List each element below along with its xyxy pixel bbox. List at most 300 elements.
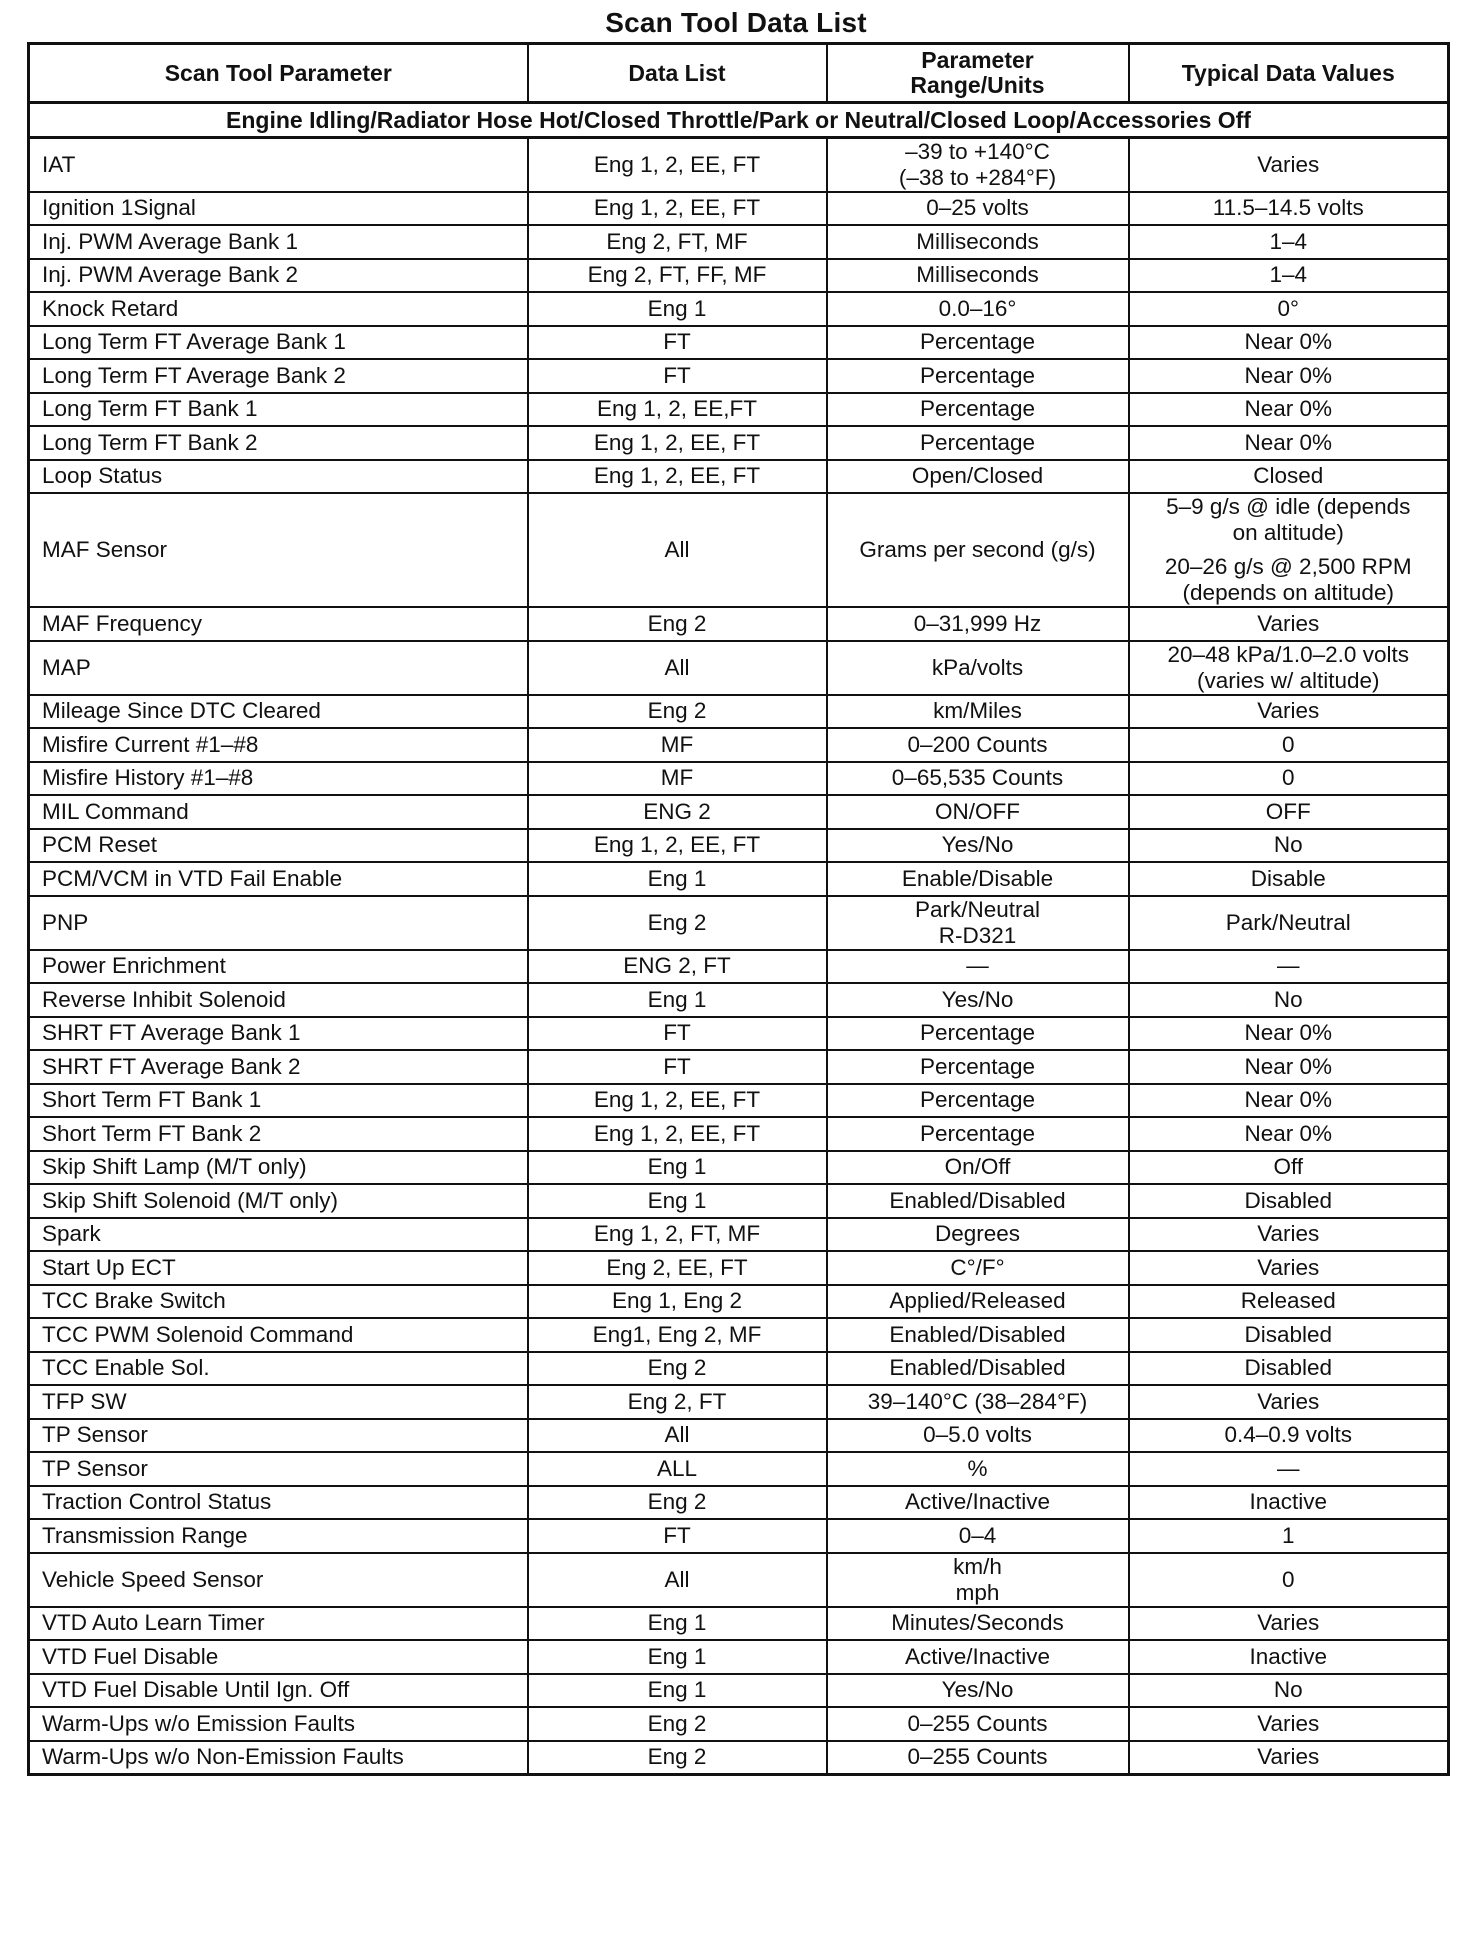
table-row	[29, 795, 1449, 829]
cell-typical-value	[1129, 1352, 1449, 1386]
table-row	[29, 862, 1449, 896]
cell-data-list: All	[528, 1553, 827, 1607]
range-line: Percentage	[919, 1120, 1036, 1146]
cell-parameter: Loop Status	[29, 460, 528, 494]
range-line: 0–5.0 volts	[923, 1422, 1032, 1448]
cell-parameter: PNP	[29, 896, 528, 950]
cell-parameter: Long Term FT Bank 1	[29, 393, 528, 427]
cell-typical-value	[1129, 1486, 1449, 1520]
table-row	[29, 1385, 1449, 1419]
scan-tool-data-table	[27, 42, 1450, 1776]
table-row	[29, 460, 1449, 494]
typical-line: 1–4	[1269, 228, 1308, 254]
table-row	[29, 641, 1449, 695]
cell-typical-value	[1129, 1419, 1449, 1453]
cell-range-units	[827, 359, 1129, 393]
table-row	[29, 1674, 1449, 1708]
cell-typical-value	[1129, 1251, 1449, 1285]
range-line: 0.0–16°	[938, 295, 1017, 321]
typical-line: —	[1277, 1455, 1300, 1481]
document-title: Scan Tool Data List	[605, 7, 867, 38]
table-row	[29, 393, 1449, 427]
table-row	[29, 292, 1449, 326]
cell-range-units	[827, 728, 1129, 762]
cell-parameter: TCC Brake Switch	[29, 1285, 528, 1319]
cell-parameter: Warm-Ups w/o Non-Emission Faults	[29, 1741, 528, 1775]
typical-line: Off	[1273, 1154, 1304, 1180]
cell-range-units	[827, 762, 1129, 796]
cell-range-units	[827, 1419, 1129, 1453]
cell-typical-value	[1129, 896, 1449, 950]
range-line: Yes/No	[941, 1677, 1014, 1703]
cell-range-units	[827, 326, 1129, 360]
typical-line: —	[1277, 953, 1300, 979]
typical-line: 0°	[1277, 295, 1299, 321]
cell-parameter: Skip Shift Lamp (M/T only)	[29, 1151, 528, 1185]
range-line: Enabled/Disabled	[889, 1321, 1066, 1347]
cell-range-units	[827, 493, 1129, 607]
cell-data-list: Eng 2	[528, 695, 827, 729]
cell-range-units	[827, 1486, 1129, 1520]
typical-line: Varies	[1257, 151, 1320, 177]
typical-line: Near 0%	[1244, 329, 1333, 355]
cell-typical-value	[1129, 1707, 1449, 1741]
range-line: Enabled/Disabled	[889, 1187, 1066, 1213]
cell-range-units	[827, 896, 1129, 950]
table-row	[29, 896, 1449, 950]
typical-line: Park/Neutral	[1225, 909, 1351, 935]
cell-typical-value	[1129, 1218, 1449, 1252]
range-line: 0–4	[958, 1522, 997, 1548]
cell-typical-value	[1129, 1385, 1449, 1419]
cell-typical-value	[1129, 1017, 1449, 1051]
typical-line: 1	[1281, 1522, 1295, 1548]
table-row	[29, 728, 1449, 762]
cell-data-list: Eng 1, 2, EE, FT	[528, 829, 827, 863]
cell-parameter: SHRT FT Average Bank 2	[29, 1050, 528, 1084]
cell-typical-value	[1129, 1084, 1449, 1118]
range-line: mph	[955, 1579, 1000, 1605]
cell-data-list: Eng 1, 2, EE, FT	[528, 1084, 827, 1118]
cell-parameter: Ignition 1Signal	[29, 192, 528, 226]
range-line: Percentage	[919, 329, 1036, 355]
typical-line: Near 0%	[1244, 362, 1333, 388]
typical-line: Near 0%	[1244, 1087, 1333, 1113]
cell-parameter: Long Term FT Average Bank 1	[29, 326, 528, 360]
cell-parameter: TCC Enable Sol.	[29, 1352, 528, 1386]
cell-data-list: Eng 2	[528, 607, 827, 641]
cell-typical-value	[1129, 829, 1449, 863]
cell-data-list: Eng 1	[528, 1184, 827, 1218]
typical-line: Varies	[1257, 1221, 1320, 1247]
range-line: km/h	[953, 1553, 1002, 1579]
table-header-row	[29, 44, 1449, 103]
table-row	[29, 192, 1449, 226]
cell-parameter: Misfire History #1–#8	[29, 762, 528, 796]
typical-line: Disabled	[1244, 1187, 1333, 1213]
cell-data-list: FT	[528, 1050, 827, 1084]
cell-parameter: Short Term FT Bank 2	[29, 1117, 528, 1151]
cell-typical-value	[1129, 1285, 1449, 1319]
range-line: Enable/Disable	[901, 865, 1054, 891]
cell-range-units	[827, 862, 1129, 896]
cell-parameter: Knock Retard	[29, 292, 528, 326]
typical-line: 20–48 kPa/1.0–2.0 volts	[1167, 641, 1409, 667]
cell-typical-value	[1129, 393, 1449, 427]
cell-data-list: MF	[528, 762, 827, 796]
cell-typical-value	[1129, 426, 1449, 460]
cell-data-list: ALL	[528, 1452, 827, 1486]
table-row	[29, 359, 1449, 393]
cell-data-list: Eng 1, 2, EE, FT	[528, 137, 827, 192]
cell-range-units	[827, 1117, 1129, 1151]
range-line: Milliseconds	[916, 228, 1039, 254]
table-row	[29, 829, 1449, 863]
range-line: Percentage	[919, 362, 1036, 388]
table-row	[29, 1741, 1449, 1775]
range-line: Yes/No	[941, 832, 1014, 858]
range-line: Park/Neutral	[914, 896, 1041, 922]
range-line: 0–255 Counts	[907, 1744, 1048, 1770]
range-line: 39–140°C (38–284°F)	[867, 1388, 1088, 1414]
table-row	[29, 326, 1449, 360]
cell-typical-value	[1129, 950, 1449, 984]
cell-parameter: Transmission Range	[29, 1519, 528, 1553]
cell-parameter: Long Term FT Average Bank 2	[29, 359, 528, 393]
typical-line: Near 0%	[1244, 1053, 1333, 1079]
cell-range-units	[827, 950, 1129, 984]
table-row	[29, 1452, 1449, 1486]
cell-parameter: Inj. PWM Average Bank 1	[29, 225, 528, 259]
typical-line: Near 0%	[1244, 429, 1333, 455]
cell-range-units	[827, 1674, 1129, 1708]
range-line: (–38 to +284°F)	[898, 164, 1057, 190]
cell-data-list: MF	[528, 728, 827, 762]
typical-line: Varies	[1257, 1610, 1320, 1636]
cell-range-units	[827, 426, 1129, 460]
cell-range-units	[827, 192, 1129, 226]
line-gap	[1136, 546, 1442, 554]
cell-parameter: Mileage Since DTC Cleared	[29, 695, 528, 729]
table-row	[29, 1640, 1449, 1674]
table-row	[29, 1151, 1449, 1185]
typical-line: Closed	[1253, 463, 1324, 489]
cell-data-list: FT	[528, 359, 827, 393]
table-row	[29, 259, 1449, 293]
typical-line: Disabled	[1244, 1355, 1333, 1381]
typical-line: 0	[1281, 731, 1295, 757]
cell-data-list: All	[528, 493, 827, 607]
cell-range-units	[827, 1607, 1129, 1641]
cell-parameter: Vehicle Speed Sensor	[29, 1553, 528, 1607]
table-row	[29, 983, 1449, 1017]
cell-range-units	[827, 1741, 1129, 1775]
cell-range-units	[827, 1385, 1129, 1419]
range-line: 0–255 Counts	[907, 1710, 1048, 1736]
cell-range-units	[827, 829, 1129, 863]
cell-parameter: TP Sensor	[29, 1419, 528, 1453]
cell-data-list: Eng 2	[528, 1352, 827, 1386]
typical-line: Near 0%	[1244, 1120, 1333, 1146]
condition-text: Engine Idling/Radiator Hose Hot/Closed Throttle/Park or Neutral/Closed Loop/Accessories Off	[29, 103, 1449, 138]
table-row	[29, 225, 1449, 259]
range-line: ON/OFF	[935, 798, 1020, 824]
cell-typical-value	[1129, 641, 1449, 695]
cell-data-list: Eng 1, 2, EE,FT	[528, 393, 827, 427]
cell-range-units	[827, 1184, 1129, 1218]
cell-range-units	[827, 1218, 1129, 1252]
table-row	[29, 1486, 1449, 1520]
cell-parameter: Misfire Current #1–#8	[29, 728, 528, 762]
typical-line: Inactive	[1249, 1489, 1328, 1515]
cell-range-units	[827, 695, 1129, 729]
cell-data-list: Eng 2, FT, FF, MF	[528, 259, 827, 293]
cell-typical-value	[1129, 1519, 1449, 1553]
cell-parameter: Spark	[29, 1218, 528, 1252]
table-row	[29, 1607, 1449, 1641]
cell-range-units	[827, 1640, 1129, 1674]
cell-typical-value	[1129, 695, 1449, 729]
table-row	[29, 607, 1449, 641]
typical-line: 11.5–14.5 volts	[1212, 195, 1364, 221]
range-line: Percentage	[919, 1087, 1036, 1113]
cell-parameter: TFP SW	[29, 1385, 528, 1419]
cell-typical-value	[1129, 1607, 1449, 1641]
cell-range-units	[827, 795, 1129, 829]
typical-line: No	[1273, 832, 1303, 858]
cell-typical-value	[1129, 607, 1449, 641]
cell-range-units	[827, 1050, 1129, 1084]
cell-parameter: Short Term FT Bank 1	[29, 1084, 528, 1118]
cell-range-units	[827, 1352, 1129, 1386]
cell-parameter: MIL Command	[29, 795, 528, 829]
cell-data-list: Eng 1	[528, 983, 827, 1017]
cell-typical-value	[1129, 1050, 1449, 1084]
cell-parameter: SHRT FT Average Bank 1	[29, 1017, 528, 1051]
cell-typical-value	[1129, 137, 1449, 192]
table-body	[29, 103, 1449, 1775]
cell-parameter: PCM/VCM in VTD Fail Enable	[29, 862, 528, 896]
typical-line: Varies	[1257, 1388, 1320, 1414]
typical-line: 0	[1281, 1566, 1295, 1592]
table-row	[29, 1285, 1449, 1319]
cell-data-list: Eng 1	[528, 1640, 827, 1674]
range-line: kPa/volts	[931, 654, 1024, 680]
range-line: km/Miles	[933, 698, 1022, 724]
cell-typical-value	[1129, 862, 1449, 896]
cell-parameter: MAF Sensor	[29, 493, 528, 607]
cell-data-list: All	[528, 1419, 827, 1453]
range-line: Percentage	[919, 429, 1036, 455]
typical-line: No	[1273, 986, 1303, 1012]
cell-typical-value	[1129, 1553, 1449, 1607]
column-header-data-list: Data List	[528, 44, 827, 103]
cell-typical-value	[1129, 192, 1449, 226]
typical-line: 0	[1281, 765, 1295, 791]
range-line: —	[966, 953, 989, 979]
cell-range-units	[827, 1318, 1129, 1352]
typical-line: Varies	[1257, 1710, 1320, 1736]
column-header-range-units	[827, 44, 1129, 103]
cell-range-units	[827, 259, 1129, 293]
cell-data-list: ENG 2	[528, 795, 827, 829]
typical-line: 0.4–0.9 volts	[1224, 1422, 1353, 1448]
cell-typical-value	[1129, 1741, 1449, 1775]
cell-data-list: Eng 1, 2, EE, FT	[528, 1117, 827, 1151]
cell-data-list: Eng 2	[528, 1707, 827, 1741]
column-header-range-line2: Range/Units	[910, 72, 1045, 98]
cell-typical-value	[1129, 460, 1449, 494]
cell-typical-value	[1129, 1184, 1449, 1218]
cell-typical-value	[1129, 225, 1449, 259]
table-row	[29, 1084, 1449, 1118]
range-line: R-D321	[938, 922, 1017, 948]
table-row	[29, 1017, 1449, 1051]
cell-range-units	[827, 1017, 1129, 1051]
cell-typical-value	[1129, 292, 1449, 326]
table-row	[29, 1218, 1449, 1252]
cell-parameter: Traction Control Status	[29, 1486, 528, 1520]
cell-typical-value	[1129, 1151, 1449, 1185]
cell-data-list: Eng 1, 2, FT, MF	[528, 1218, 827, 1252]
table-row	[29, 1419, 1449, 1453]
range-line: Open/Closed	[911, 463, 1044, 489]
cell-range-units	[827, 641, 1129, 695]
table-row	[29, 1707, 1449, 1741]
range-line: Milliseconds	[916, 262, 1039, 288]
cell-typical-value	[1129, 1640, 1449, 1674]
cell-typical-value	[1129, 762, 1449, 796]
range-line: Degrees	[934, 1221, 1021, 1247]
range-line: Active/Inactive	[904, 1489, 1051, 1515]
cell-range-units	[827, 1285, 1129, 1319]
cell-data-list: Eng 1	[528, 862, 827, 896]
cell-data-list: Eng 2	[528, 1741, 827, 1775]
typical-line: (depends on altitude)	[1182, 580, 1394, 605]
cell-parameter: Skip Shift Solenoid (M/T only)	[29, 1184, 528, 1218]
cell-data-list: ENG 2, FT	[528, 950, 827, 984]
cell-data-list: Eng 1	[528, 292, 827, 326]
table-row	[29, 1318, 1449, 1352]
condition-row	[29, 103, 1449, 138]
cell-typical-value	[1129, 983, 1449, 1017]
table-row	[29, 1352, 1449, 1386]
cell-typical-value	[1129, 1674, 1449, 1708]
range-line: 0–65,535 Counts	[891, 765, 1064, 791]
range-line: Applied/Released	[889, 1288, 1066, 1314]
range-line: Active/Inactive	[904, 1643, 1051, 1669]
typical-line: on altitude)	[1232, 520, 1344, 545]
cell-typical-value	[1129, 326, 1449, 360]
cell-range-units	[827, 292, 1129, 326]
column-header-typical-values: Typical Data Values	[1129, 44, 1449, 103]
range-line: Minutes/Seconds	[891, 1610, 1064, 1636]
typical-line: Disable	[1250, 865, 1326, 891]
cell-data-list: Eng 2, FT	[528, 1385, 827, 1419]
typical-line: 1–4	[1269, 262, 1308, 288]
table-row	[29, 1553, 1449, 1607]
cell-range-units	[827, 1452, 1129, 1486]
range-line: On/Off	[944, 1154, 1011, 1180]
cell-data-list: FT	[528, 326, 827, 360]
cell-range-units	[827, 1707, 1129, 1741]
range-line: Yes/No	[941, 986, 1014, 1012]
cell-range-units	[827, 460, 1129, 494]
cell-data-list: Eng1, Eng 2, MF	[528, 1318, 827, 1352]
cell-data-list: Eng 1	[528, 1674, 827, 1708]
cell-range-units	[827, 1151, 1129, 1185]
cell-parameter: VTD Fuel Disable Until Ign. Off	[29, 1674, 528, 1708]
range-line: Percentage	[919, 1020, 1036, 1046]
cell-data-list: All	[528, 641, 827, 695]
cell-range-units	[827, 393, 1129, 427]
cell-typical-value	[1129, 359, 1449, 393]
cell-typical-value	[1129, 259, 1449, 293]
cell-range-units	[827, 1553, 1129, 1607]
typical-line: Varies	[1257, 610, 1320, 636]
range-line: –39 to +140°C	[905, 138, 1050, 164]
cell-data-list: FT	[528, 1017, 827, 1051]
range-line: 0–25 volts	[926, 195, 1029, 221]
cell-range-units	[827, 225, 1129, 259]
typical-line: Varies	[1257, 1254, 1320, 1280]
typical-line: Disabled	[1244, 1321, 1333, 1347]
cell-data-list: Eng 2	[528, 1486, 827, 1520]
table-row	[29, 493, 1449, 607]
table-row	[29, 1117, 1449, 1151]
table-row	[29, 1519, 1449, 1553]
cell-range-units	[827, 137, 1129, 192]
cell-data-list: Eng 1, 2, EE, FT	[528, 426, 827, 460]
cell-parameter: VTD Auto Learn Timer	[29, 1607, 528, 1641]
typical-line: 5–9 g/s @ idle (depends	[1166, 494, 1411, 519]
range-line: %	[967, 1455, 988, 1481]
cell-parameter: Inj. PWM Average Bank 2	[29, 259, 528, 293]
cell-data-list: Eng 1	[528, 1151, 827, 1185]
cell-parameter: Start Up ECT	[29, 1251, 528, 1285]
cell-range-units	[827, 1519, 1129, 1553]
range-line: Grams per second (g/s)	[859, 537, 1096, 562]
range-line: 0–31,999 Hz	[913, 610, 1042, 636]
cell-typical-value	[1129, 795, 1449, 829]
table-row	[29, 1184, 1449, 1218]
cell-parameter: Warm-Ups w/o Emission Faults	[29, 1707, 528, 1741]
cell-typical-value	[1129, 1452, 1449, 1486]
cell-typical-value	[1129, 728, 1449, 762]
cell-data-list: Eng 2, FT, MF	[528, 225, 827, 259]
cell-data-list: FT	[528, 1519, 827, 1553]
typical-line: Near 0%	[1244, 396, 1333, 422]
cell-parameter: Long Term FT Bank 2	[29, 426, 528, 460]
typical-line: Near 0%	[1244, 1020, 1333, 1046]
cell-parameter: PCM Reset	[29, 829, 528, 863]
typical-line: Varies	[1257, 1744, 1320, 1770]
column-header-parameter: Scan Tool Parameter	[29, 44, 528, 103]
table-row	[29, 1251, 1449, 1285]
cell-parameter: MAP	[29, 641, 528, 695]
typical-line: Varies	[1257, 698, 1320, 724]
cell-data-list: Eng 1, Eng 2	[528, 1285, 827, 1319]
range-line: Percentage	[919, 396, 1036, 422]
cell-parameter: Reverse Inhibit Solenoid	[29, 983, 528, 1017]
cell-data-list: Eng 1, 2, EE, FT	[528, 192, 827, 226]
typical-line: Inactive	[1249, 1643, 1328, 1669]
table-row	[29, 426, 1449, 460]
cell-parameter: Power Enrichment	[29, 950, 528, 984]
cell-range-units	[827, 607, 1129, 641]
cell-parameter: TCC PWM Solenoid Command	[29, 1318, 528, 1352]
column-header-range-line1: Parameter	[921, 47, 1034, 73]
